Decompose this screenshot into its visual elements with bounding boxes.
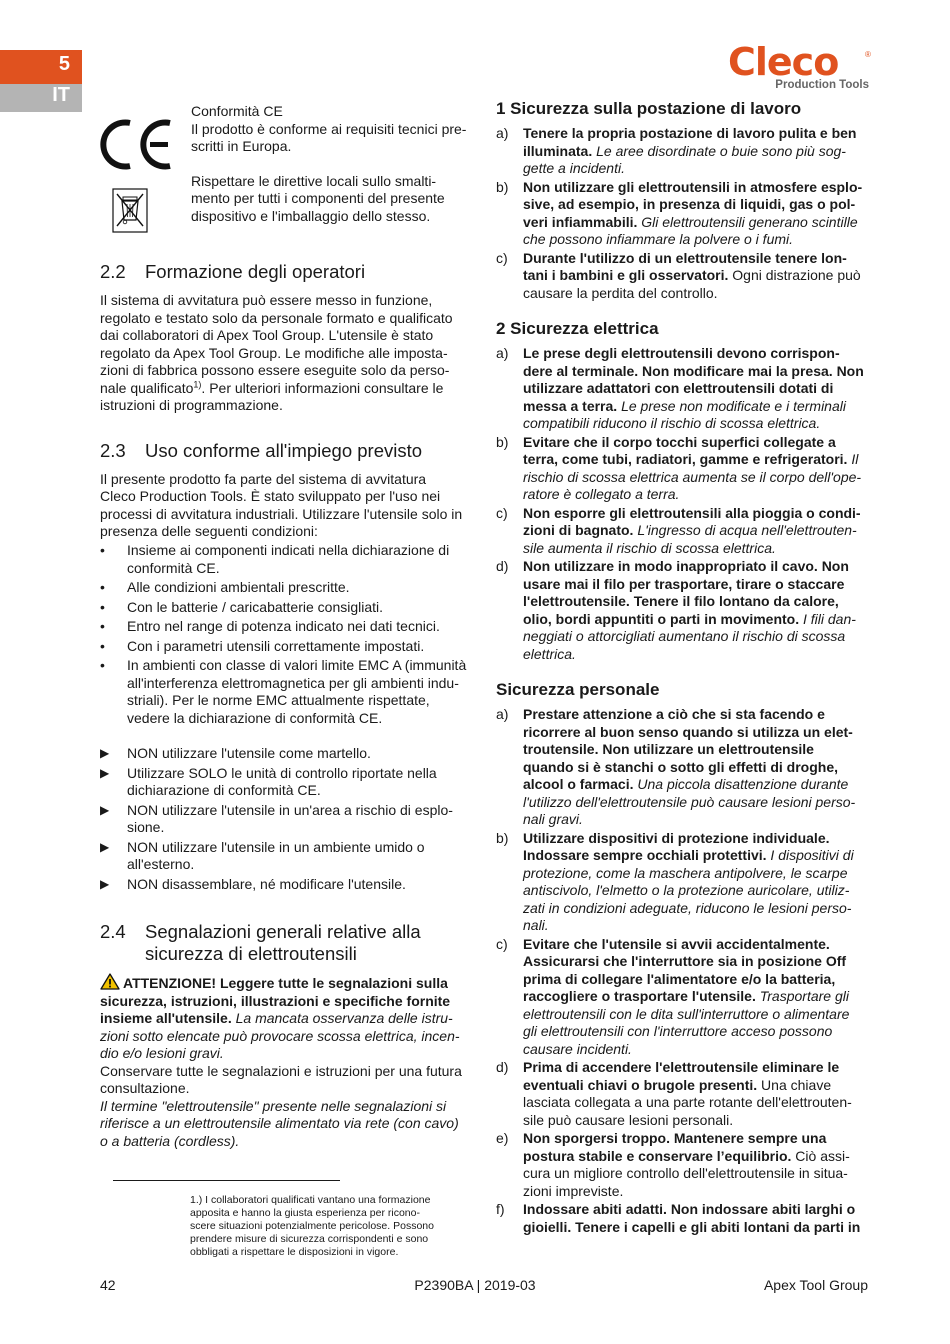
list-item: • Con le batterie / caricabatterie consigliati. — [100, 598, 384, 615]
ce-conformity-block — [100, 103, 472, 243]
list-item-text: Non esporre gli elettroutensili alla pioggia o condi- zioni di bagnato. L'ingresso di acqua nell'elettrouten- sile aumenta il rischio di scossa elettrica. — [523, 504, 861, 556]
list-item: • Insieme ai componenti indicati nella dichiarazione di conformità CE. — [100, 542, 450, 576]
page-number: 42 — [100, 1277, 116, 1293]
list-item — [496, 345, 874, 433]
list-marker: d) — [496, 558, 509, 574]
list-item-text: Utilizzare dispositivi di protezione individuale. Indossare sempre occhiali protettivi. I dispositivi di protezione, come la maschera antipolvere, le scarpe antiscivolo, l'elmetto o la protezione auricolare, utiliz- zati in condizioni adeguate, riducono le lesioni perso- nali. — [523, 829, 854, 933]
footnote-divider — [113, 1180, 340, 1181]
list-item — [496, 558, 874, 663]
list-item-text: Prestare attenzione a ciò che si sta facendo e ricorrere al buon senso quando si utilizza un elet- troutensile. Non utilizzare un elettroutensile quando si è stanchi o sotto gli effetti di droghe, alcool o farmaci. Una piccola disattenzione durante l'utilizzo dell'elettroutensile può causare lesioni perso- nali gravi. — [523, 706, 856, 827]
list-item — [496, 936, 874, 1059]
company-name: Apex Tool Group — [763, 1277, 868, 1293]
personal-safety-list — [496, 706, 874, 1236]
footnote: 1.) I collaboratori qualificati vantano una formazione apposita e hanno la giusta esperienza per ricono- scere situazioni potenzialmente pericolose. Possono prendere misure di sicurezza corrispondenti e sono obbligati a rispettare le disposizioni in vigore. — [190, 1194, 434, 1258]
list-item-text: Non utilizzare gli elettroutensili in atmosfere esplo- sive, ad esempio, in presenza di liquidi, gas o pol- veri infiammabili. Gli elettroutensili generano scintille che possono infiammare la polvere o i fumi. — [523, 178, 863, 247]
list-marker: c) — [496, 249, 508, 266]
logo-registered-mark: ® — [865, 50, 871, 59]
list-item: • Con i parametri utensili correttamente impostati. — [100, 637, 425, 654]
list-marker: c) — [496, 504, 508, 521]
document-id: P2390BA | 2019-03 — [414, 1277, 536, 1293]
list-item — [496, 1059, 874, 1129]
ce-mark-icon — [100, 117, 175, 172]
list-marker: e) — [496, 1130, 509, 1146]
left-column — [100, 103, 472, 1150]
ce-paragraph: Conformità CE Il prodotto è conforme ai requisiti tecnici pre- scritti in Europa. — [191, 103, 467, 154]
list-item-text: Evitare che il corpo tocchi superfici collegate a terra, come tubi, radiatori, gamme e refrigeratori. Il rischio di scossa elettrica aumenta se il corpo dell'ope- ratore è collegato a terra. — [523, 433, 862, 502]
language-tab: IT — [0, 84, 82, 112]
list-item — [496, 706, 874, 829]
list-marker: a) — [496, 345, 509, 361]
list-item — [496, 1130, 874, 1200]
list-marker: d) — [496, 1059, 509, 1075]
chapter-tab: 5 — [0, 50, 82, 84]
electrical-safety-list — [496, 345, 874, 663]
ce-text — [191, 103, 474, 242]
list-item: • In ambienti con classe di valori limite EMC A (immunità all'interferenza elettromagnetica per gli ambienti indu- striali). Per le norme EMC attualmente rispettate, vedere la dichiarazione di conformità CE. — [100, 657, 467, 726]
list-item: ▶ NON disassemblare, né modificare l'utensile. — [100, 875, 406, 892]
disposal-paragraph: Rispettare le direttive locali sullo smalti- mento per tutti i componenti del presente dispositivo e l'imballaggio dello stesso. — [191, 172, 445, 224]
list-item-text: Non sporgersi troppo. Mantenere sempre una postura stabile e conservare l’equilibrio. Ciò assi- cura un migliore controllo dell'elettroutensile in situa- zioni impreviste. — [523, 1130, 850, 1199]
list-item-text: Non utilizzare in modo inappropriato il cavo. Non usare mai il filo per trasportare, tirare o staccare l'elettroutensile. Tenere il filo lontano da calore, olio, bordi appuntiti o parti in movimento. I fili dan- neggiati o attorcigliati aumentano il rischio di scossa elettrica. — [523, 558, 856, 662]
list-item: • Alle condizioni ambientali prescritte. — [100, 579, 350, 595]
list-marker: a) — [496, 125, 509, 141]
conditions-list — [100, 542, 472, 727]
list-item: ▶ NON utilizzare l'utensile come martello. — [100, 745, 371, 761]
list-item — [496, 179, 874, 249]
arrow-right-icon: ▶ — [100, 746, 110, 760]
arrow-right-icon: ▶ — [100, 765, 110, 780]
list-item: ▶ NON utilizzare l'utensile in un'area a rischio di esplo- sione. — [100, 801, 453, 835]
list-item — [496, 250, 874, 303]
list-item-text: Durante l'utilizzo di un elettroutensile tenere lon- tani i bambini e gli osservatori. Ogni distrazione può causare la perdita del controllo. — [523, 249, 861, 301]
list-item-text: Indossare abiti adatti. Non indossare abiti larghi o gioielli. Tenere i capelli e gli abiti lontani da parti in — [523, 1201, 861, 1235]
cleco-logo — [728, 42, 873, 94]
list-item: • Entro nel range di potenza indicato nei dati tecnici. — [100, 618, 440, 634]
right-column — [496, 98, 874, 1237]
list-item-text: Evitare che l'utensile si avvii accidentalmente. Assicurarsi che l'interruttore sia in posizione Off prima di collegare l'alimentatore e/o la batteria, raccogliere o trasportare l'utensile. Trasportare gli elettroutensili con le dita sull'interruttore o alimentare gli elettroutensili con l'interruttore acceso possono causare incidenti. — [523, 935, 850, 1057]
list-marker: b) — [496, 178, 509, 195]
arrow-right-icon: ▶ — [100, 802, 110, 817]
instructions-list — [100, 745, 472, 893]
list-marker: c) — [496, 935, 508, 952]
keep-instructions-paragraph: Conservare tutte le segnalazioni e istruzioni per una futura consultazione. — [100, 1062, 462, 1096]
logo-wordmark: Cleco — [728, 40, 839, 84]
list-item — [496, 1201, 874, 1236]
list-marker: b) — [496, 433, 509, 450]
section-2-2-text: Il sistema di avvitatura può essere messo in funzione, regolato e testato solo da personale formato e qualificato dai collaboratori di Apex Tool Group. L'utensile è stato regolato da Apex Tool Group. Le modifiche alle imposta- zioni di fabbrica possono essere eseguite solo da perso- nale qualificato$^{1)}$. Per ulteriori informazioni consultare le istruzioni di programmazione. — [100, 292, 453, 413]
heading-2-4: 2.4 Segnalazioni generali relative alla sicurezza di elettroutensili — [100, 921, 421, 964]
list-marker: f) — [496, 1201, 505, 1217]
list-marker: a) — [496, 706, 509, 722]
list-item-text: Prima di accendere l'elettroutensile eliminare le eventuali chiavi o brugole presenti. Una chiave lasciata collegata a una parte rotante dell'elettrouten- sile può causare lesioni personali. — [523, 1059, 852, 1128]
logo-subtitle: Production Tools — [775, 79, 869, 91]
arrow-right-icon: ▶ — [100, 876, 110, 891]
list-item-text: Tenere la propria postazione di lavoro pulita e ben illuminata. Le aree disordinate o buie sono più sog- gette a incidenti. — [523, 125, 857, 176]
heading-workplace-safety: 1 Sicurezza sulla postazione di lavoro — [496, 99, 802, 118]
list-marker: b) — [496, 829, 509, 846]
heading-2-3: 2.3 Uso conforme all'impiego previsto — [100, 439, 423, 461]
arrow-right-icon: ▶ — [100, 839, 110, 854]
heading-personal-safety: Sicurezza personale — [496, 680, 660, 699]
list-item: ▶ NON utilizzare l'utensile in un ambiente umido o all'esterno. — [100, 838, 425, 872]
list-item: ▶ Utilizzare SOLO le unità di controllo riportate nella dichiarazione di conformità CE. — [100, 764, 437, 798]
warning-paragraph: ATTENZIONE! Leggere tutte le segnalazioni sulla sicurezza, istruzioni, illustrazioni e specifiche fornite insieme all'utensile. La mancata osservanza delle istru- zioni sotto elencate può provocare scossa elettrica, incen- dio e/o lesioni gravi. — [100, 975, 460, 1061]
list-item — [496, 830, 874, 935]
workplace-safety-list — [496, 125, 874, 302]
heading-electrical-safety: 2 Sicurezza elettrica — [496, 319, 659, 338]
list-item — [496, 505, 874, 558]
list-item-text: Le prese degli elettroutensili devono corrispon- dere al terminale. Non modificare mai la presa. Non utilizzare adattatori con elettroutensili dotati di messa a terra. Le prese non modificate e i terminali compatibili riducono il rischio di scossa elettrica. — [523, 345, 864, 431]
warning-triangle-icon — [100, 973, 120, 990]
list-item — [496, 125, 874, 178]
heading-2-2: 2.2 Formazione degli operatori — [100, 261, 366, 282]
section-2-3-intro: Il presente prodotto fa parte del sistema di avvitatura Cleco Production Tools. È stato sviluppato per l'uso nei processi di avvitatura industriali. Utilizzare l'utensile solo in presenza delle seguenti condizioni: — [100, 470, 463, 539]
term-definition-paragraph: Il termine "elettroutensile" presente nelle segnalazioni si riferisce a un elettroutensile alimentato via rete (con cavo) o a batteria (cordless). — [100, 1097, 459, 1149]
footnote-ref: 1) — [193, 378, 202, 389]
list-item — [496, 434, 874, 504]
weee-crossed-bin-icon — [112, 188, 148, 233]
